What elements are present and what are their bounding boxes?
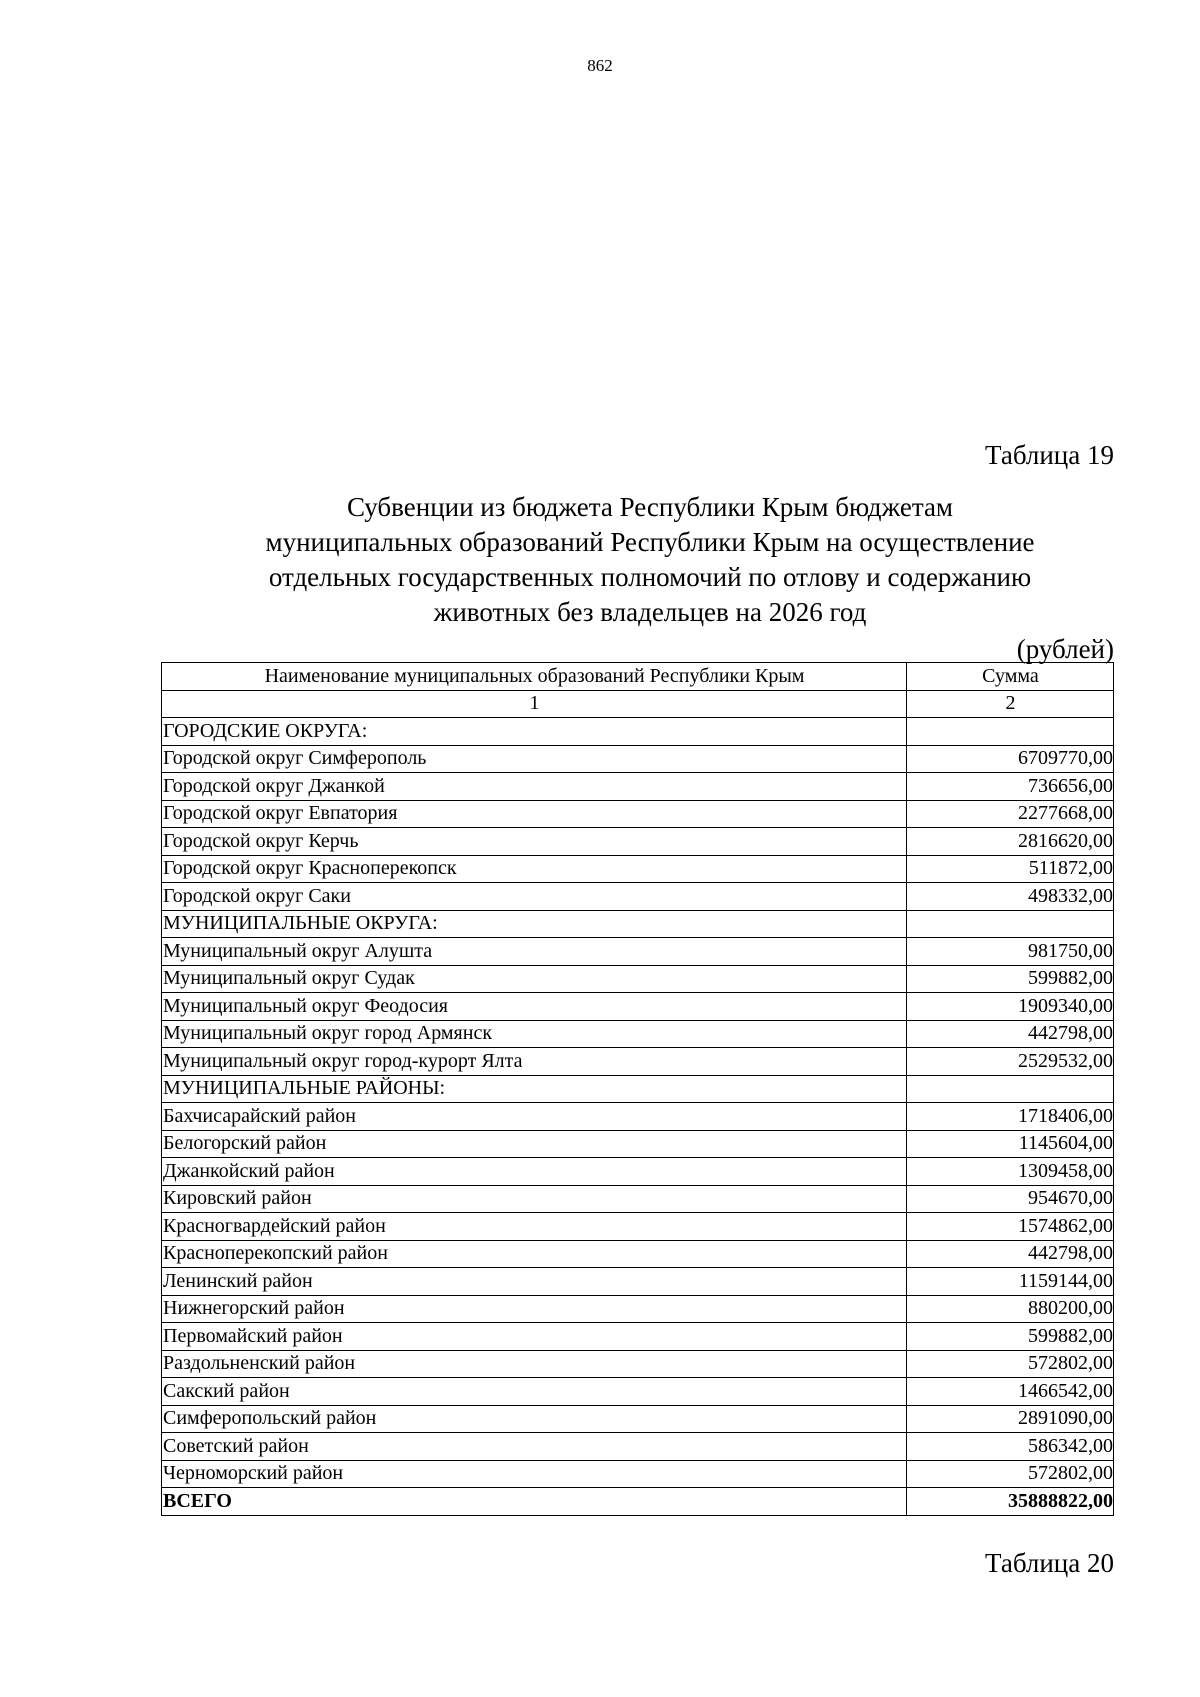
units-label: (рублей) [1016, 634, 1114, 664]
table-row [162, 1075, 1114, 1103]
subvention-amount: 2529532,00 [907, 1048, 1114, 1076]
table-row [162, 1158, 1114, 1186]
table-row [162, 773, 1114, 801]
municipality-name: Первомайский район [162, 1323, 907, 1351]
subvention-amount: 954670,00 [907, 1185, 1114, 1213]
subvention-amount: 1574862,00 [907, 1213, 1114, 1241]
table-row [162, 1405, 1114, 1433]
municipality-name: Белогорский район [162, 1130, 907, 1158]
column-number-1: 1 [162, 690, 907, 718]
municipality-name: Муниципальный округ Феодосия [162, 993, 907, 1021]
table-row [162, 745, 1114, 773]
subvention-amount [907, 910, 1114, 938]
table-row [162, 910, 1114, 938]
table-row [162, 1213, 1114, 1241]
table-row [162, 1020, 1114, 1048]
subvention-amount: 2891090,00 [907, 1405, 1114, 1433]
table-row [162, 1350, 1114, 1378]
table-row [162, 828, 1114, 856]
subvention-amount: 1159144,00 [907, 1268, 1114, 1296]
table-row [162, 855, 1114, 883]
table-row [162, 1295, 1114, 1323]
table-row [162, 1460, 1114, 1488]
municipality-name: Городской округ Керчь [162, 828, 907, 856]
table-row [162, 993, 1114, 1021]
subvention-amount: 599882,00 [907, 965, 1114, 993]
next-table-label: Таблица 20 [985, 1548, 1114, 1578]
title-line: муниципальных образований Республики Крым на осуществление [265, 527, 1035, 557]
subvention-amount: 1309458,00 [907, 1158, 1114, 1186]
title-line: животных без владельцев на 2026 год [433, 597, 867, 627]
subvention-amount: 599882,00 [907, 1323, 1114, 1351]
municipality-name: Симферопольский район [162, 1405, 907, 1433]
column-number-2: 2 [907, 690, 1114, 718]
table-row [162, 965, 1114, 993]
total-row [162, 1488, 1114, 1516]
subvention-amount: 6709770,00 [907, 745, 1114, 773]
page-number: 862 [587, 56, 613, 75]
table-header-row [162, 663, 1114, 691]
table-row [162, 1185, 1114, 1213]
municipality-name: Городской округ Красноперекопск [162, 855, 907, 883]
title-line: Субвенции из бюджета Республики Крым бюджетам [346, 492, 954, 522]
subvention-amount: 880200,00 [907, 1295, 1114, 1323]
subvention-amount: 572802,00 [907, 1460, 1114, 1488]
municipality-name: Городской округ Джанкой [162, 773, 907, 801]
table-row [162, 1048, 1114, 1076]
subvention-amount: 572802,00 [907, 1350, 1114, 1378]
total-label: ВСЕГО [162, 1488, 907, 1516]
subvention-amount: 442798,00 [907, 1240, 1114, 1268]
table-row [162, 718, 1114, 746]
table-label: Таблица 19 [985, 440, 1114, 470]
municipality-name: Сакский район [162, 1378, 907, 1406]
municipality-name: Черноморский район [162, 1460, 907, 1488]
table-row [162, 938, 1114, 966]
title-line: отдельных государственных полномочий по отлову и содержанию [268, 562, 1032, 592]
table-row [162, 1378, 1114, 1406]
table-row [162, 1130, 1114, 1158]
municipality-name: Нижнегорский район [162, 1295, 907, 1323]
subvention-amount: 981750,00 [907, 938, 1114, 966]
municipality-name: МУНИЦИПАЛЬНЫЕ РАЙОНЫ: [162, 1075, 907, 1103]
municipality-name: Кировский район [162, 1185, 907, 1213]
subvention-amount: 2816620,00 [907, 828, 1114, 856]
subvention-amount: 1718406,00 [907, 1103, 1114, 1131]
municipality-name: Городской округ Саки [162, 883, 907, 911]
subvention-amount: 1466542,00 [907, 1378, 1114, 1406]
table-row [162, 1240, 1114, 1268]
municipality-name: МУНИЦИПАЛЬНЫЕ ОКРУГА: [162, 910, 907, 938]
municipality-name: Муниципальный округ Судак [162, 965, 907, 993]
municipality-name: Муниципальный округ город Армянск [162, 1020, 907, 1048]
table-row [162, 1433, 1114, 1461]
subvention-amount [907, 1075, 1114, 1103]
municipality-name: Городской округ Евпатория [162, 800, 907, 828]
subvention-amount: 498332,00 [907, 883, 1114, 911]
table-row [162, 1268, 1114, 1296]
table-row [162, 1103, 1114, 1131]
municipality-name: Советский район [162, 1433, 907, 1461]
subvention-amount: 442798,00 [907, 1020, 1114, 1048]
document-title [200, 490, 1100, 630]
subvention-amount: 511872,00 [907, 855, 1114, 883]
municipality-name: Ленинский район [162, 1268, 907, 1296]
header-amount: Сумма [907, 663, 1114, 691]
subvention-amount: 1145604,00 [907, 1130, 1114, 1158]
municipality-name: Муниципальный округ город-курорт Ялта [162, 1048, 907, 1076]
subvention-amount: 2277668,00 [907, 800, 1114, 828]
municipality-name: ГОРОДСКИЕ ОКРУГА: [162, 718, 907, 746]
column-number-row [162, 690, 1114, 718]
municipality-name: Городской округ Симферополь [162, 745, 907, 773]
municipality-name: Бахчисарайский район [162, 1103, 907, 1131]
table-row [162, 883, 1114, 911]
table-body [162, 718, 1114, 1488]
subvention-amount: 736656,00 [907, 773, 1114, 801]
municipality-name: Красноперекопский район [162, 1240, 907, 1268]
total-amount: 35888822,00 [907, 1488, 1114, 1516]
municipality-name: Красногвардейский район [162, 1213, 907, 1241]
municipality-name: Раздольненский район [162, 1350, 907, 1378]
table-row [162, 1323, 1114, 1351]
subvention-amount: 1909340,00 [907, 993, 1114, 1021]
header-name: Наименование муниципальных образований Республики Крым [162, 663, 907, 691]
municipality-name: Джанкойский район [162, 1158, 907, 1186]
municipality-name: Муниципальный округ Алушта [162, 938, 907, 966]
subventions-table [161, 662, 1114, 1516]
subvention-amount [907, 718, 1114, 746]
subvention-amount: 586342,00 [907, 1433, 1114, 1461]
table-row [162, 800, 1114, 828]
